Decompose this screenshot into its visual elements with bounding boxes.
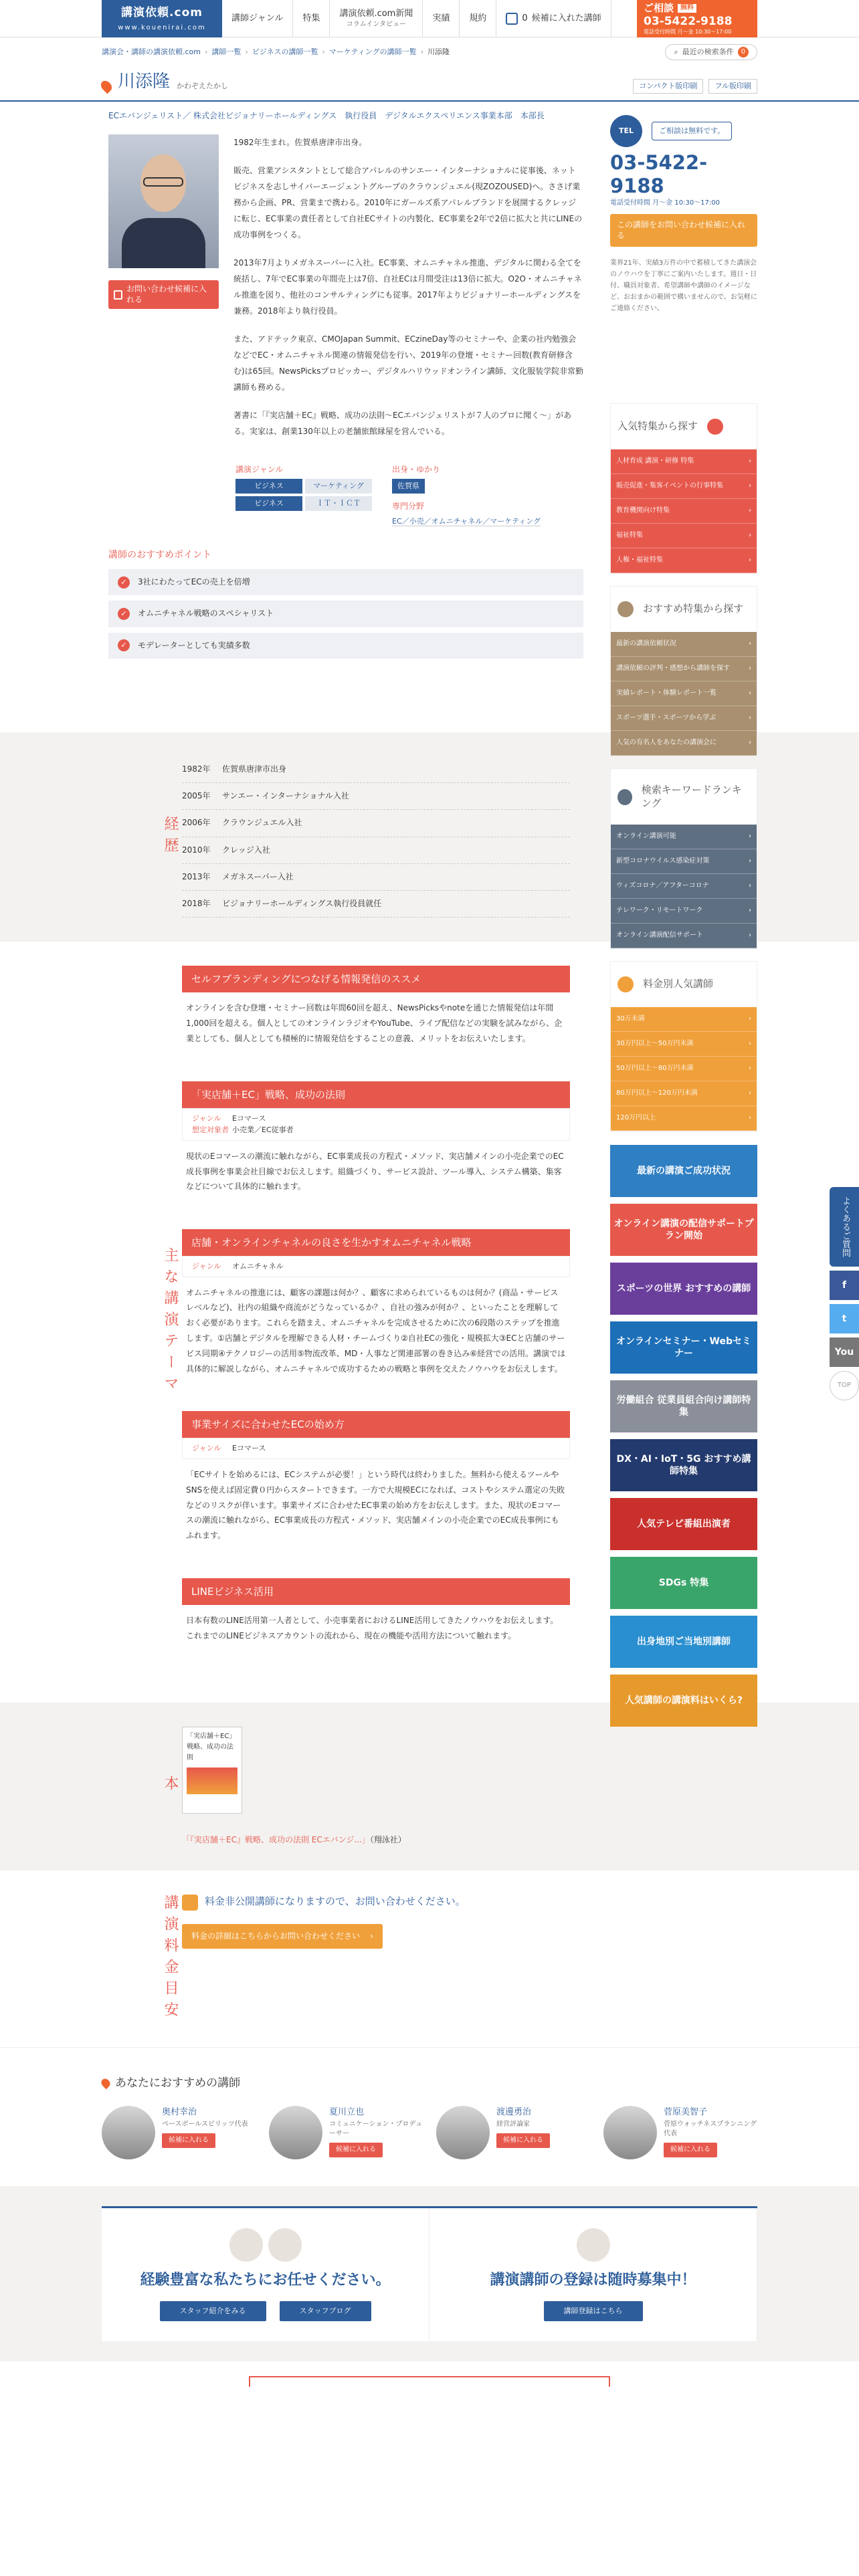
speaker-title: ECエバンジェリスト／ 株式会社ビジョナリーホールディングス 執行役員 デジタルエクスペリエンス事業本部 本部長 — [108, 111, 545, 120]
panel-price-ranking: 料金別人気講師 30万未満 › 30万円以上〜50万円未満 › 50万円以上〜80万円未満 › 80万円以上〜120万円未満 › 120万円以上 › — [610, 961, 757, 1132]
youtube-icon[interactable]: You — [830, 1337, 859, 1367]
nav-news[interactable]: 講演依頼.com新聞 コラムインタビュー — [330, 0, 423, 37]
nav-results[interactable]: 実績 — [423, 0, 460, 37]
banner[interactable]: 人気講師の講演料はいくら? — [610, 1675, 757, 1727]
banner[interactable]: 労働組合 従業員組合向け講師特集 — [610, 1380, 757, 1432]
recommended-speaker-card[interactable]: 奥村幸治 ベースボールスピリッツ代表 候補に入れる — [102, 2106, 256, 2159]
speaker-bio: 1982年生まれ。佐賀県唐津市出身。 販売、営業アシスタントとして総合アパレルのサンエー・インターナショナルに従事後、ネットビジネスを志しサイバーエージェントグループのクラウンジュエル(現ZOZOUSED)へ。ささげ業務から企画、PR、営業まで携わる。2010年にガールズ系アパレルブランドを展開するクレッジに転じ、EC事業の責任者として自社ECサイトの内製化、EC事業を2年で2倍に拡大と共にLINEの成功事例をつくる。 2013年7月よりメガネスーパーに入社。EC事業、オムニチャネル推進、デジタルに関わる全てを統括し、7年でEC事業の年間売上は7倍、自社ECは月間受注は13倍に拡大。O2O・オムニチャネル推進を図り、他社のコンサルティングにも従事。2017年よりビジョナリーホールディングスを兼務。2018年より執行役員。 また、アドテック東京、CMOJapan Summit、ECzineDay等のセミナーや、企業の社内勉強会などでEC・オムニチャネル関連の情報発信を行い、2019年の登壇・セミナー回数(教育研修含む)は65回。NewsPicksプロピッカー、デジタルハリウッドオンライン講師、文化服装学院非常勤講師も務める。 著書に「『実店舗＋EC』戦略、成功の法則〜ECエバンジェリストが７人のプロに聞く〜」がある。実家は、創業130年以上の老舗旅館縁屋を営んでいる。 — [233, 138, 584, 437]
avatar — [102, 2106, 155, 2159]
speaker-photo — [108, 134, 219, 268]
sidebar-contact-button[interactable]: この講師をお問い合わせ候補に入れる — [610, 214, 757, 247]
staff-blog-button[interactable]: スタッフブログ — [280, 2301, 371, 2321]
bc-current: 川添隆 — [427, 47, 450, 57]
check-icon: ✓ — [118, 639, 130, 651]
nav-favorites[interactable]: 0 候補に入れた講師 — [496, 0, 611, 37]
book-cover[interactable]: 「実店舗＋EC」戦略、成功の法則 — [182, 1727, 242, 1814]
logo-sub: www.kouenirai.com — [118, 23, 206, 31]
banner[interactable]: オンラインセミナー・Webセミナー — [610, 1321, 757, 1374]
pin-icon — [100, 2077, 112, 2089]
fav-count: 0 — [522, 13, 528, 23]
site-logo[interactable] — [102, 0, 222, 37]
history-row: 1982年 佐賀県唐津市出身 — [182, 756, 570, 783]
breadcrumb: 講演会・講師の講演依頼.com › 講師一覧 › ビジネスの講師一覧 › マーケティングの講師一覧 › 川添隆 ⌕ 最近の検索条件 0 — [0, 37, 859, 67]
check-icon: ✓ — [118, 576, 130, 588]
add-candidate-button[interactable]: お問い合わせ候補に入れる — [108, 280, 219, 309]
bc-marketing[interactable]: マーケティングの講師一覧 — [328, 47, 417, 57]
facebook-icon[interactable]: f — [830, 1271, 859, 1300]
chevron-right-icon: › — [370, 1931, 373, 1941]
search-icon: ⌕ — [674, 47, 678, 57]
floating-side-tools — [830, 1187, 859, 1400]
recommended-speaker-card[interactable]: 渡邊勇治 経営評論家 候補に入れる — [436, 2106, 590, 2159]
banner[interactable]: 人気テレビ番組出演者 — [610, 1498, 757, 1550]
banner[interactable]: SDGs 特集 — [610, 1557, 757, 1609]
banner[interactable]: オンライン講演の配信サポートプラン開始 — [610, 1204, 757, 1256]
theme-card: 「実店舗＋EC」戦略、成功の法則 ジャンル Eコマース 想定対象者 小売業／EC従事者 現状のEコマースの潮流に触れながら、EC事業成長の方程式・メソッド、実店舗メインの小売企業でのEC成長事例を事業会社目線でお伝えします。組織づくり、サービス設計、ツール導入、システム構築、集客などについて具体的に触れます。 — [182, 1081, 570, 1203]
right-sidebar: TEL ご相談は無料です。 03-5422-9188 電話受付時間 月〜金 10:30〜17:00 この講師をお問い合わせ候補に入れる 業界21年、実績3万件の中で蓄積してきた講演会のノウハウを丁寧にご案内いたします。週日・日付、職員対象者、希望講師や講師のイメージなど、おおまかの範囲で構いませんので、お気軽にご連絡ください。 — [610, 102, 757, 671]
recommended-speaker-card[interactable]: 菅原美智子 菅原ウォッチネスプランニング代表 候補に入れる — [603, 2106, 757, 2159]
check-icon: ✓ — [118, 608, 130, 620]
back-to-top-button[interactable]: TOP — [830, 1371, 859, 1400]
print-full-button[interactable]: フル版印刷 — [708, 79, 757, 94]
nav-feature[interactable]: 特集 — [293, 0, 330, 37]
twitter-icon[interactable]: t — [830, 1304, 859, 1333]
main-nav — [222, 0, 637, 37]
pin-icon — [99, 79, 114, 94]
print-compact-button[interactable]: コンパクト版印刷 — [633, 79, 703, 94]
header-tel: 03-5422-9188 — [644, 14, 733, 28]
avatar — [603, 2106, 657, 2159]
fee-inquiry-button[interactable]: 料金の詳細はこちらからお問い合わせください › — [182, 1924, 383, 1949]
nav-terms[interactable]: 規約 — [460, 0, 496, 37]
panel-popular-features: 入気特集から探す 人材育成 講演・研修 特集 › 販売促進・集客イベントの行事特集 › 教育機関向け特集 › 福祉特集 › 人権・福祉特集 › — [610, 403, 757, 574]
banner[interactable]: スポーツの世界 おすすめの講師 — [610, 1263, 757, 1315]
theme-card: 店舗・オンラインチャネルの良さを生かすオムニチャネル戦略 ジャンル オムニチャネル オムニチャネルの推進には、顧客の課題は何か？、顧客に求められているものは何か？(商品・サービスレベルなど)、社内の組織や商流がどうなっているか？、自社の強みが何か？、といったことを理解しておく必要があります。これらを踏まえ、オムニチャネルを完成させるために次の6段階のステップを推進します。①店舗とデジタルを理解できる人材・チームづくり②自社ECの強化・規模拡大③ECと店舗のサービス同期④テクノロジーの活用⑤物流改革、MD・人事など関連部署の巻き込み⑥経営での活用。講演では具体的に解説しながら、オムニチャネルで成功するための戦略と事例を交えたノウハウをお伝えします。 — [182, 1229, 570, 1384]
speaker-tags: 講演ジャンル ビジネス マーケティング ビジネス ＩＴ・ＩＣＴ 出身・ゆかり 佐賀県 専門分野 EC／小売／オムニチャネル／マーケティング — [235, 465, 541, 526]
history-row: 2010年 クレッジ入社 — [182, 837, 570, 864]
logo-main: 講演依頼.com — [121, 6, 203, 20]
book-label: 本 — [162, 1776, 179, 1798]
banner[interactable]: 出身地別ご当地別講師 — [610, 1616, 757, 1668]
consult-box[interactable]: ご相談 無料 03-5422-9188 電話受付時間 月〜金 10:30〜17:00 — [637, 0, 757, 37]
register-button[interactable]: 講師登録はこちら — [544, 2301, 643, 2321]
heart-icon — [617, 601, 634, 617]
origin-tag[interactable]: 佐賀県 — [392, 479, 425, 494]
speaker-name: 川添隆 — [118, 72, 171, 92]
recommend-points: 講師のおすすめポイント ✓ 3社にわたってECの売上を倍増 ✓ オムニチャネル戦略のスペシャリスト ✓ モデレーターとしても実績多数 — [102, 528, 590, 671]
speaker-name-bar — [0, 67, 859, 102]
site-header — [0, 0, 859, 37]
history-label: 経歴 — [162, 815, 179, 859]
recent-search-button[interactable]: ⌕ 最近の検索条件 0 — [665, 44, 757, 60]
avatar — [436, 2106, 490, 2159]
recommended-speaker-card[interactable]: 夏川立也 コミュニケーション・プロデューサー 候補に入れる — [269, 2106, 423, 2159]
coin-icon — [182, 1895, 198, 1911]
genre-tag[interactable]: ＩＴ・ＩＣＴ — [305, 496, 372, 511]
avatar — [269, 2106, 322, 2159]
genre-tag[interactable]: ビジネス — [235, 496, 302, 511]
staff-button[interactable]: スタッフ紹介をみる — [160, 2301, 266, 2321]
bc-business[interactable]: ビジネスの講師一覧 — [252, 47, 318, 57]
crown-icon — [617, 789, 632, 805]
genre-tag[interactable]: マーケティング — [305, 479, 372, 494]
sidebar-banners — [610, 1145, 757, 1727]
banner[interactable]: DX・AI・IoT・5G おすすめ講師特集 — [610, 1439, 757, 1491]
banner[interactable]: 最新の講演ご成功状況 — [610, 1145, 757, 1197]
sidebar-tel[interactable]: 03-5422-9188 — [610, 151, 708, 197]
bc-list[interactable]: 講師一覧 — [211, 47, 242, 57]
coin-icon — [617, 976, 634, 992]
bookmark-icon — [114, 290, 122, 300]
speaker-kana: かわぞえたかし — [177, 82, 229, 91]
book-link[interactable]: 「『実店舗＋EC』戦略、成功の法則 ECエバンジ...」 — [182, 1834, 370, 1844]
genre-tag[interactable]: ビジネス — [235, 479, 302, 494]
theme-card: LINEビジネス活用 日本有数のLINE活用第一人者として、小売事業者におけるLINE活用してきたノウハウをお伝えします。これまでのLINEビジネスアカウントの流れから、現在の機能や活用方法について触れます。 — [182, 1578, 570, 1652]
check-icon — [707, 419, 723, 435]
history-row: 2018年 ビジョナリーホールディングス執行役員就任 — [182, 891, 570, 918]
panel-keyword-ranking: 検索キーワードランキング オンライン講演可能 › 新型コロナウイルス感染症対策 › ウィズコロナ／アフターコロナ › テレワーク・リモートワーク › オンライン講演配信サポート › — [610, 768, 757, 949]
panel-recommended-features: おすすめ特集から探す 最新の講演依頼状況 › 講演依頼の評判・感想から講師を探す › 実績レポート・体験レポート一覧 › スポーツ選手・スポーツから学ぶ › 人気の有名人をあなたの講演会に › — [610, 586, 757, 756]
theme-card: セルフブランディングにつなげる情報発信のススメ オンラインを含む登壇・セミナー回数は年間60回を超え、NewsPicksやnoteを通じた情報発信は年間1,000回を超える。個人としてのオンラインラジオやYouTube、ライブ配信などの実験を試みながら、企業としても、個人としても積極的に情報発信をすることの意義、メリットをお伝えいたします。 — [182, 966, 570, 1054]
phone-icon: TEL — [610, 115, 642, 147]
history-row: 2006年 クラウンジュエル入社 — [182, 810, 570, 837]
faq-button[interactable]: よくあるご質問 — [830, 1187, 859, 1267]
bc-home[interactable]: 講演会・講師の講演依頼.com — [102, 47, 201, 57]
bookmark-icon — [506, 13, 518, 25]
nav-genre[interactable]: 講師ジャンル — [222, 0, 293, 37]
fee-label: 講演料金目安 — [162, 1894, 179, 2023]
history-row: 2005年 サンエー・インターナショナル入社 — [182, 783, 570, 810]
sidebar-panel-stack — [610, 391, 757, 1727]
person-icon — [577, 2228, 610, 2262]
field-text: EC／小売／オムニチャネル／マーケティング — [392, 517, 541, 526]
theme-card: 事業サイズに合わせたECの始め方 ジャンル Eコマース 「ECサイトを始めるには、ECシステムが必要！」という時代は終わりました。無料から使えるツールやSNSを使えば固定費０円からスタートできます。一方で大規模ECになれば、コストやシステム選定の失敗などのリスクが伴います。事業サイズに合わせたEC事業の始め方をお伝えします。また、現状のEコマースの潮流に触れながら、EC事業成長の方程式・メソッド、実店舗メインの小売企業でのEC成長事例にもふれます。 — [182, 1411, 570, 1551]
themes-label: 主な講演テーマ — [162, 1247, 179, 1397]
history-row: 2013年 メガネスーパー入社 — [182, 864, 570, 891]
